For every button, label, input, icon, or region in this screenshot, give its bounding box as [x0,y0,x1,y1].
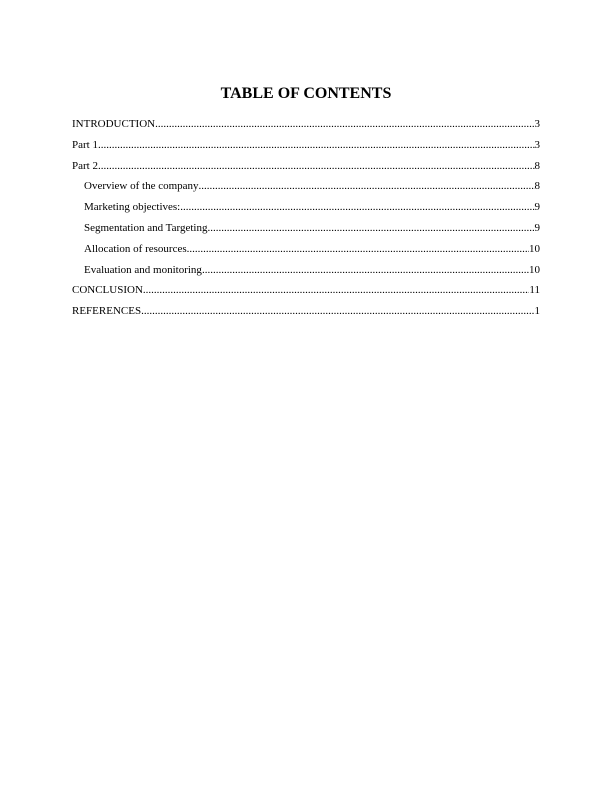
toc-entry-label: CONCLUSION [72,284,143,297]
toc-entry-part-2[interactable] [72,159,540,180]
toc-entry-page-number: 10 [529,263,540,276]
toc-entry-allocation-of-resources[interactable] [72,242,540,263]
dot-leader [98,138,535,152]
toc-entry-page-number: 1 [534,305,540,318]
toc-entry-label: Evaluation and monitoring [84,263,202,276]
toc-entry-segmentation-and-targeting[interactable] [72,221,540,242]
toc-entry-evaluation-and-monitoring[interactable] [72,263,540,284]
toc-entry-label: Part 2 [72,159,98,172]
toc-entry-page-number: 8 [534,159,540,172]
toc-entry-label: Marketing objectives: [84,201,181,214]
toc-entry-page-number: 10 [529,242,540,255]
dot-leader [202,263,529,277]
toc-entry-conclusion[interactable] [72,283,540,304]
toc-entry-page-number: 11 [529,284,540,297]
toc-entry-page-number: 3 [534,138,540,151]
dot-leader [155,117,534,131]
dot-leader [180,200,534,214]
toc-entry-part-1[interactable] [72,138,540,159]
toc-entry-page-number: 9 [534,221,540,234]
toc-entry-label: REFERENCES [72,305,142,318]
toc-entry-label: Overview of the company [84,180,199,193]
toc-entry-label: INTRODUCTION [72,118,156,130]
toc-entry-page-number: 9 [534,201,540,214]
toc-entry-introduction[interactable] [72,117,540,138]
dot-leader [98,159,535,173]
dot-leader [143,283,530,297]
toc-entry-page-number: 8 [534,180,540,193]
page-title: TABLE OF CONTENTS [220,85,392,102]
toc-entry-marketing-objectives[interactable] [72,200,540,221]
toc-entry-label: Allocation of resources [84,242,187,255]
dot-leader [199,179,535,193]
toc-entry-overview-of-the-company[interactable] [72,179,540,200]
dot-leader [207,221,534,235]
toc-entry-page-number: 3 [534,118,540,130]
dot-leader [141,304,534,318]
toc-entry-label: Segmentation and Targeting [84,221,208,234]
dot-leader [187,242,529,256]
table-of-contents [72,117,540,325]
toc-entry-label: Part 1 [72,138,98,151]
toc-entry-references[interactable] [72,304,540,325]
